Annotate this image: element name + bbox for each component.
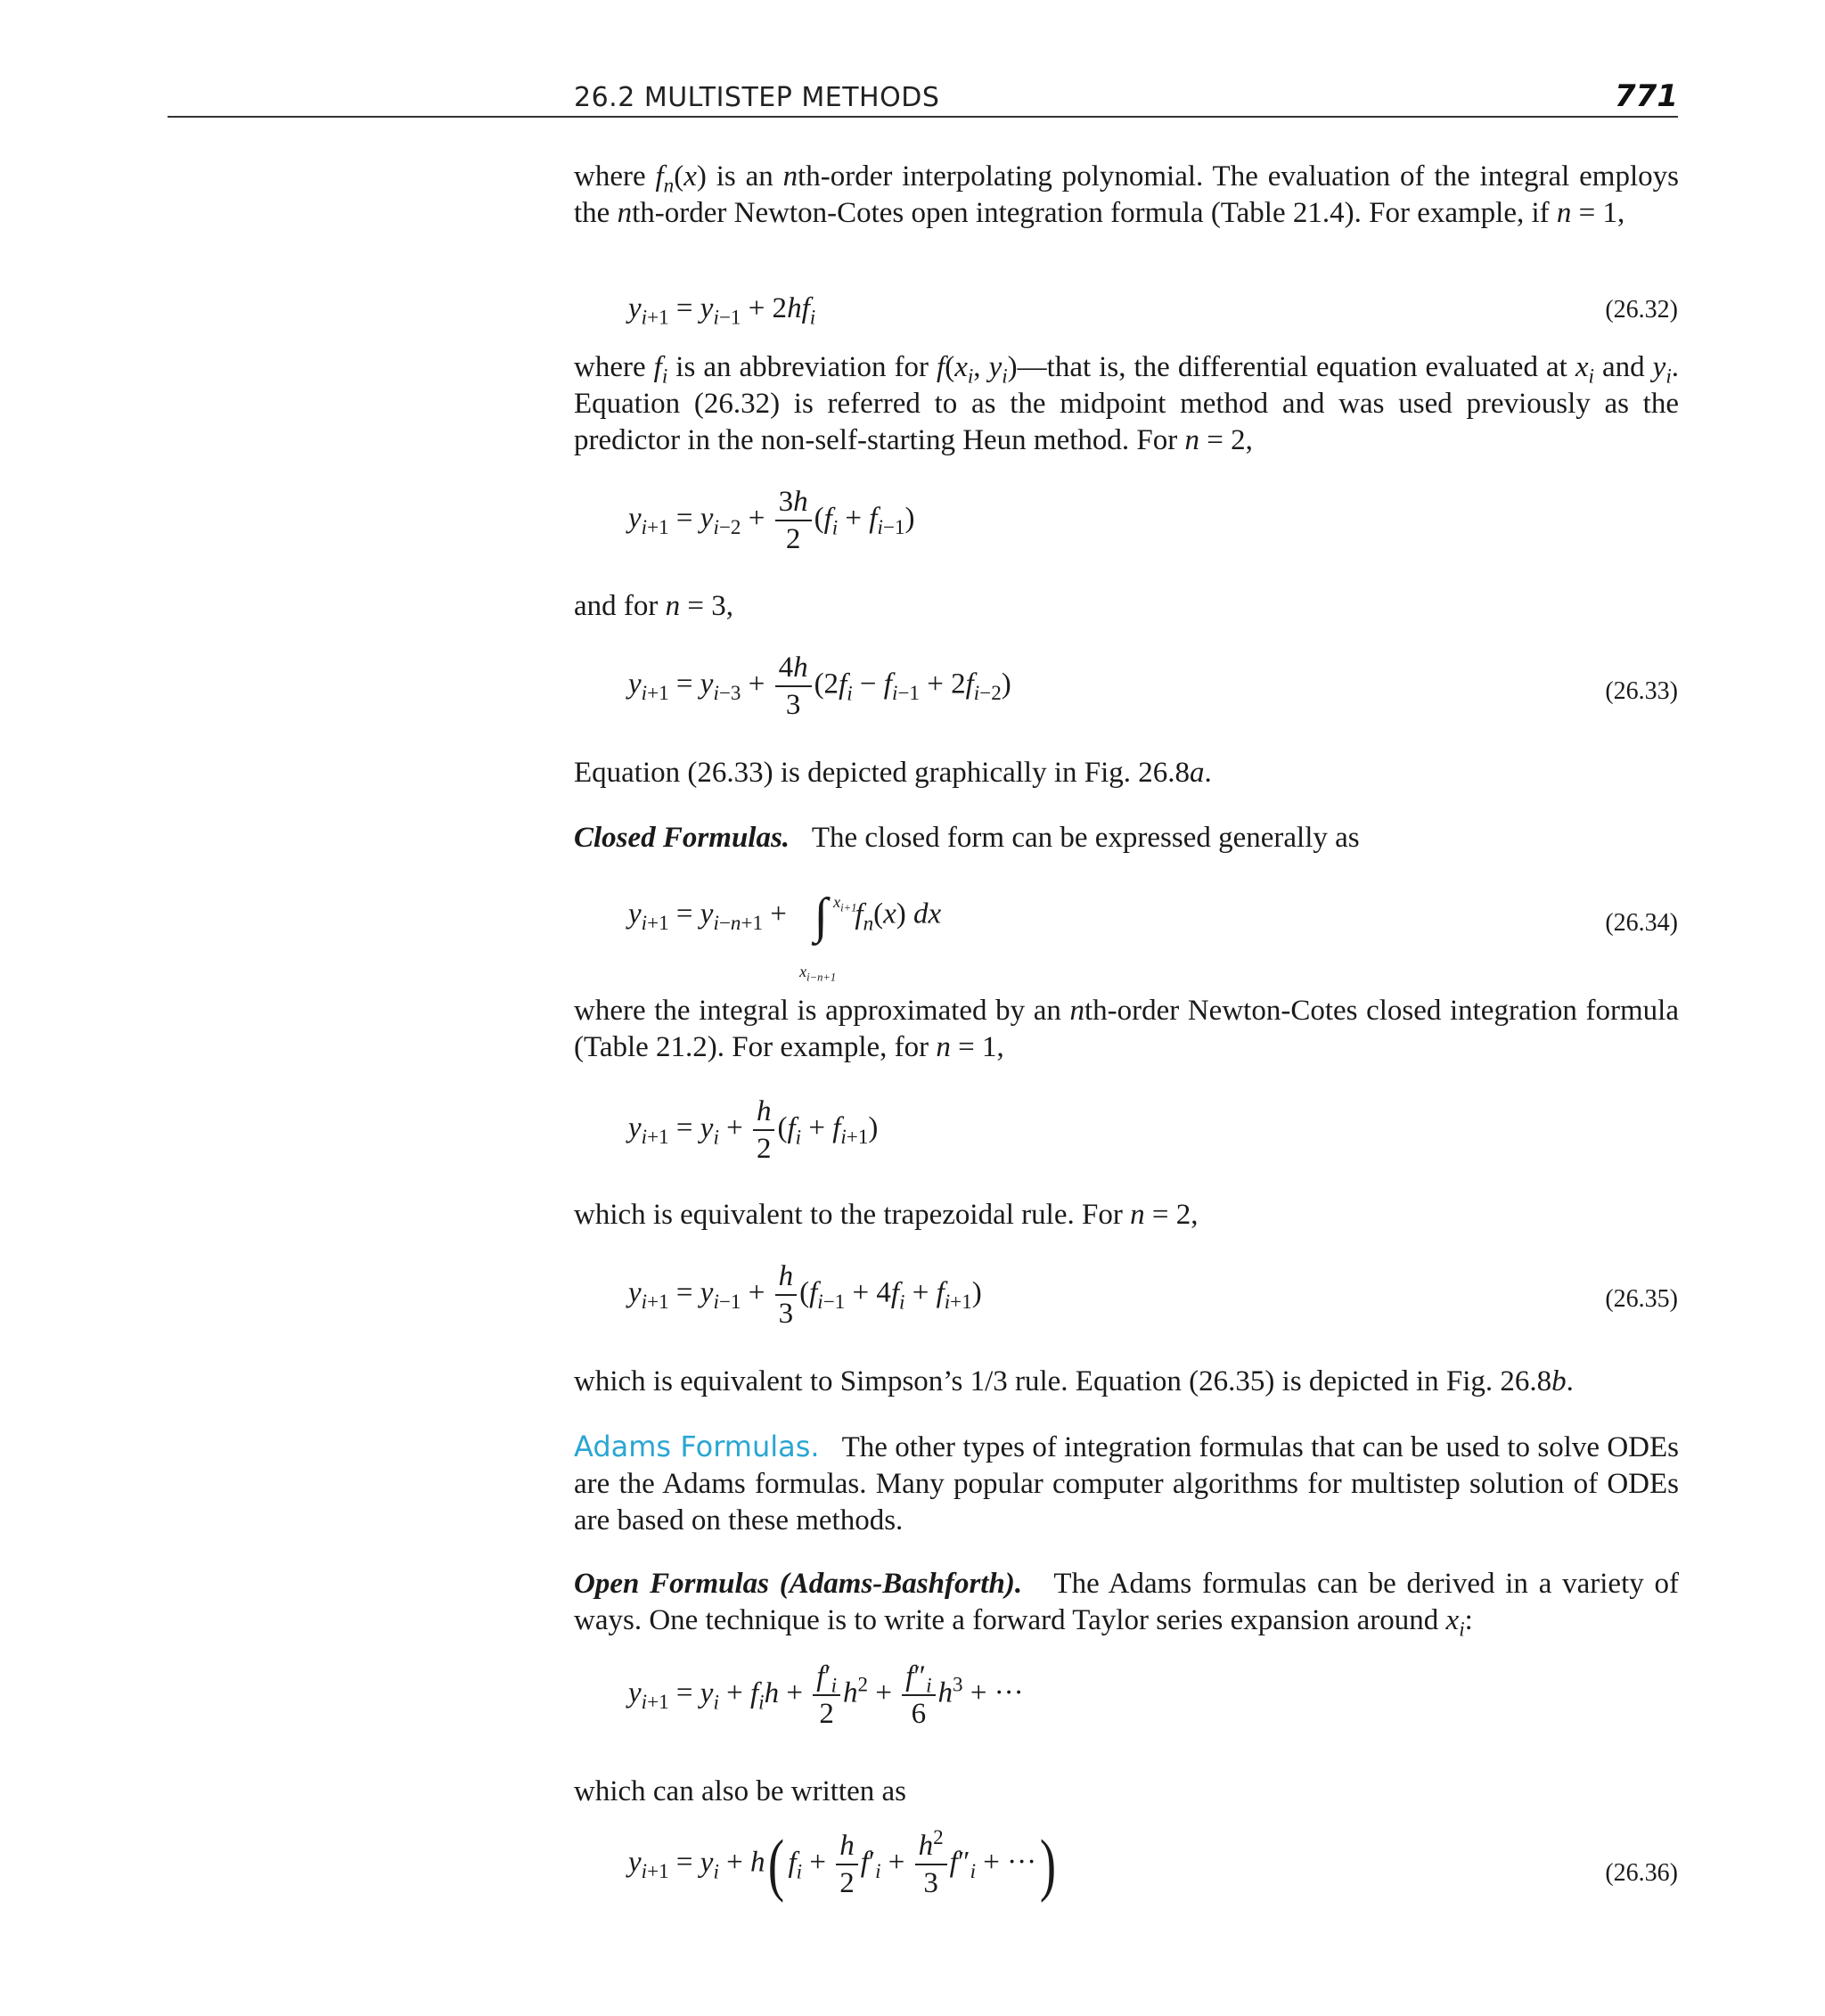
heading-open-formulas: Open Formulas (Adams-Bashforth).	[574, 1568, 1023, 1600]
paragraph-fig-26-8a: Equation (26.33) is depicted graphically in Fig. 26.8a.	[574, 757, 1212, 789]
equation-26-33: $y_{i+1} = y_{i-3}$ + $\frac{4h}{3}$ $(2f_i - f_{i-1} + 2f_{i-2})$	[628, 652, 1011, 721]
equation-number-26-35: (26.35)	[1605, 1285, 1678, 1313]
paragraph-and-for-n3: and for n = 3,	[574, 590, 734, 622]
paragraph-also-written-as: which can also be written as	[574, 1775, 906, 1807]
heading-closed-formulas: Closed Formulas.	[574, 822, 790, 854]
equation-26-32: $y_{i+1} = y_{i-1} + 2hf_i$	[628, 292, 816, 329]
equation-open-n2: $y_{i+1} = y_{i-2}$ + $\frac{3h}{2}$ $(f_i + f_{i-1})$	[628, 486, 915, 555]
page-number: 771	[1615, 78, 1678, 114]
running-header-section: 26.2 MULTISTEP METHODS	[574, 82, 940, 113]
equation-26-34: $y_{i+1} = y_{i-n+1}$ + ∫ $x_{i+1}$ $x_{i-n+1}$ $f_n(x)$ dx	[628, 889, 942, 984]
paragraph-closed-formulas: Closed Formulas. The closed form can be expressed generally as	[574, 822, 1360, 854]
paragraph-simpsons-rule: which is equivalent to Simpson’s 1/3 rule. Equation (26.35) is depicted in Fig. 26.8b.	[574, 1365, 1574, 1397]
paragraph-trapezoidal-rule: which is equivalent to the trapezoidal rule. For n = 2,	[574, 1199, 1199, 1231]
paragraph-midpoint-method: where $f_i$ is an abbreviation for $f(x_i$, $y_i)—that$ is, the differential equation evaluated at $x_i$ and $y_i$. Equation (26.32) is referred to as the midpoint method and was used previously as the predictor in the non-self-starting Heun method. For n = 2,	[574, 351, 1679, 456]
paragraph-closed-integration: where the integral is approximated by an nth-order Newton-Cotes closed integration formula (Table 21.2). For example, for n = 1,	[574, 995, 1679, 1063]
equation-taylor-series: $y_{i+1} = y_i + f_ih$ + $\frac{f'_i}{2}$ $h^2$ + $\frac{f''_i}{6}$ $h^3$ + ···	[628, 1660, 1024, 1730]
equation-26-36: $y_{i+1} = y_i + h$( $f_i$ + $\frac{h}{2}$ $f'_i$ + $\frac{h^2}{3}$ $f''_i$ + ···)	[628, 1825, 1057, 1903]
equation-number-26-33: (26.33)	[1605, 677, 1678, 705]
equation-26-35: $y_{i+1} = y_{i-1}$ + $\frac{h}{3}$ $(f_{i-1} + 4f_i + f_{i+1})$	[628, 1260, 982, 1330]
equation-number-26-34: (26.34)	[1605, 909, 1678, 937]
paragraph-adams-formulas: Adams Formulas. The other types of integration formulas that can be used to solve ODEs are the Adams formulas. Many popular computer algorithms for multistep solution of ODEs are based on these methods.	[574, 1430, 1680, 1537]
equation-closed-n1: $y_{i+1} = y_i$ + $\frac{h}{2}$ $(f_i + f_{i+1})$	[628, 1095, 879, 1165]
integral-sign: ∫ $x_{i+1}$ $x_{i-n+1}$	[799, 889, 857, 984]
heading-adams-formulas: Adams Formulas.	[574, 1430, 820, 1463]
paragraph-open-formulas: Open Formulas (Adams-Bashforth). The Adams formulas can be derived in a variety of ways. One technique is to write a forward Taylor series expansion around $x_i$:	[574, 1568, 1680, 1641]
equation-number-26-36: (26.36)	[1605, 1859, 1678, 1887]
header-rule	[168, 116, 1678, 118]
paragraph-interpolating-polynomial: where $f_n(x)$ is an nth-order interpolating polynomial. The evaluation of the integral employs the nth-order Newton-Cotes open integration formula (Table 21.4). For example, if n = 1,	[574, 160, 1679, 229]
equation-number-26-32: (26.32)	[1605, 296, 1678, 324]
